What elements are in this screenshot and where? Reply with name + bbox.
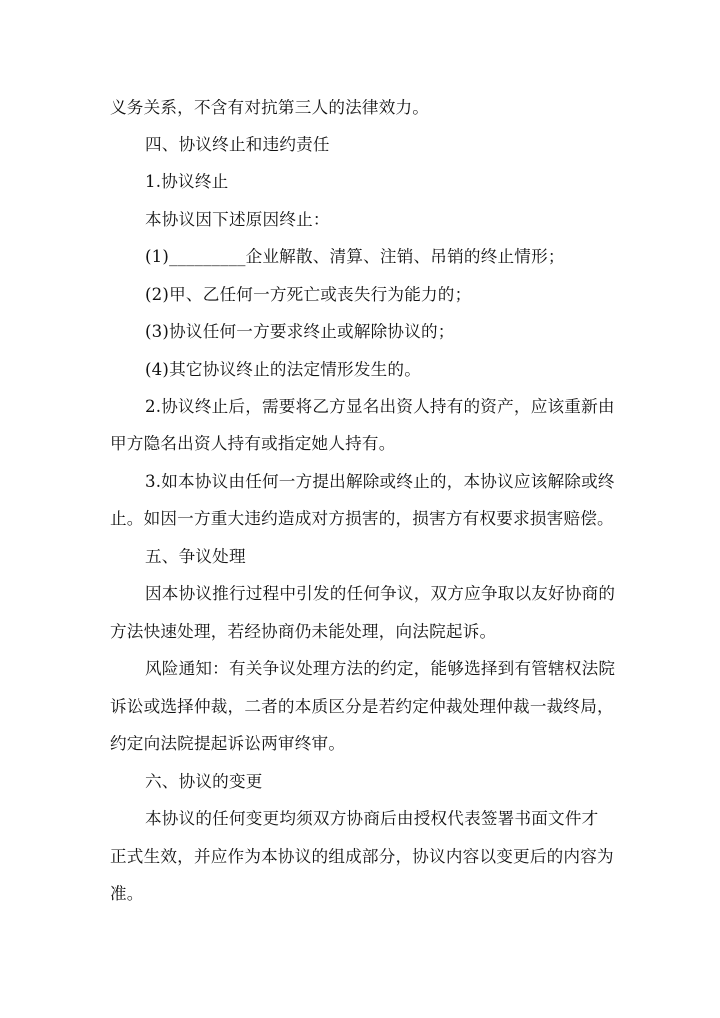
paragraph-line: 风险通知：有关争议处理方法的约定，能够选择到有管辖权法院 [145, 659, 616, 678]
section-heading-4: 四、协议终止和违约责任 [145, 135, 330, 154]
list-item: (3)协议任何一方要求终止或解除协议的； [145, 322, 455, 341]
section-heading-6: 六、协议的变更 [145, 772, 263, 791]
paragraph-line: 止。如因一方重大违约造成对方损害的，损害方有权要求损害赔偿。 [110, 509, 614, 528]
paragraph-line: 2.协议终止后，需要将乙方显名出资人持有的资产，应该重新由 [145, 397, 615, 416]
paragraph-line: 甲方隐名出资人持有或指定她人持有。 [110, 434, 396, 453]
subheading-1: 1.协议终止 [145, 172, 229, 191]
paragraph-line: 约定向法院提起诉讼两审终审。 [110, 734, 346, 753]
paragraph-line: 正式生效，并应作为本协议的组成部分，协议内容以变更后的内容为 [110, 847, 614, 866]
list-item: (1)_________企业解散、清算、注销、吊销的终止情形； [145, 247, 565, 266]
section-heading-5: 五、争议处理 [145, 547, 246, 566]
paragraph-line: 义务关系，不含有对抗第三人的法律效力。 [110, 98, 430, 117]
paragraph-line: 准。 [110, 884, 144, 903]
paragraph-line: 诉讼或选择仲裁，二者的本质区分是若约定仲裁处理仲裁一裁终局， [110, 697, 614, 716]
paragraph-line: 本协议的任何变更均须双方协商后由授权代表签署书面文件才 [145, 809, 599, 828]
list-item: (2)甲、乙任何一方死亡或丧失行为能力的； [145, 285, 472, 304]
list-item: (4)其它协议终止的法定情形发生的。 [145, 360, 422, 379]
paragraph-line: 3.如本协议由任何一方提出解除或终止的，本协议应该解除或终 [145, 472, 615, 491]
paragraph-line: 本协议因下述原因终止： [145, 210, 330, 229]
paragraph-line: 因本协议推行过程中引发的任何争议，双方应争取以友好协商的 [145, 584, 616, 603]
paragraph-line: 方法快速处理，若经协商仍未能处理，向法院起诉。 [110, 622, 497, 641]
